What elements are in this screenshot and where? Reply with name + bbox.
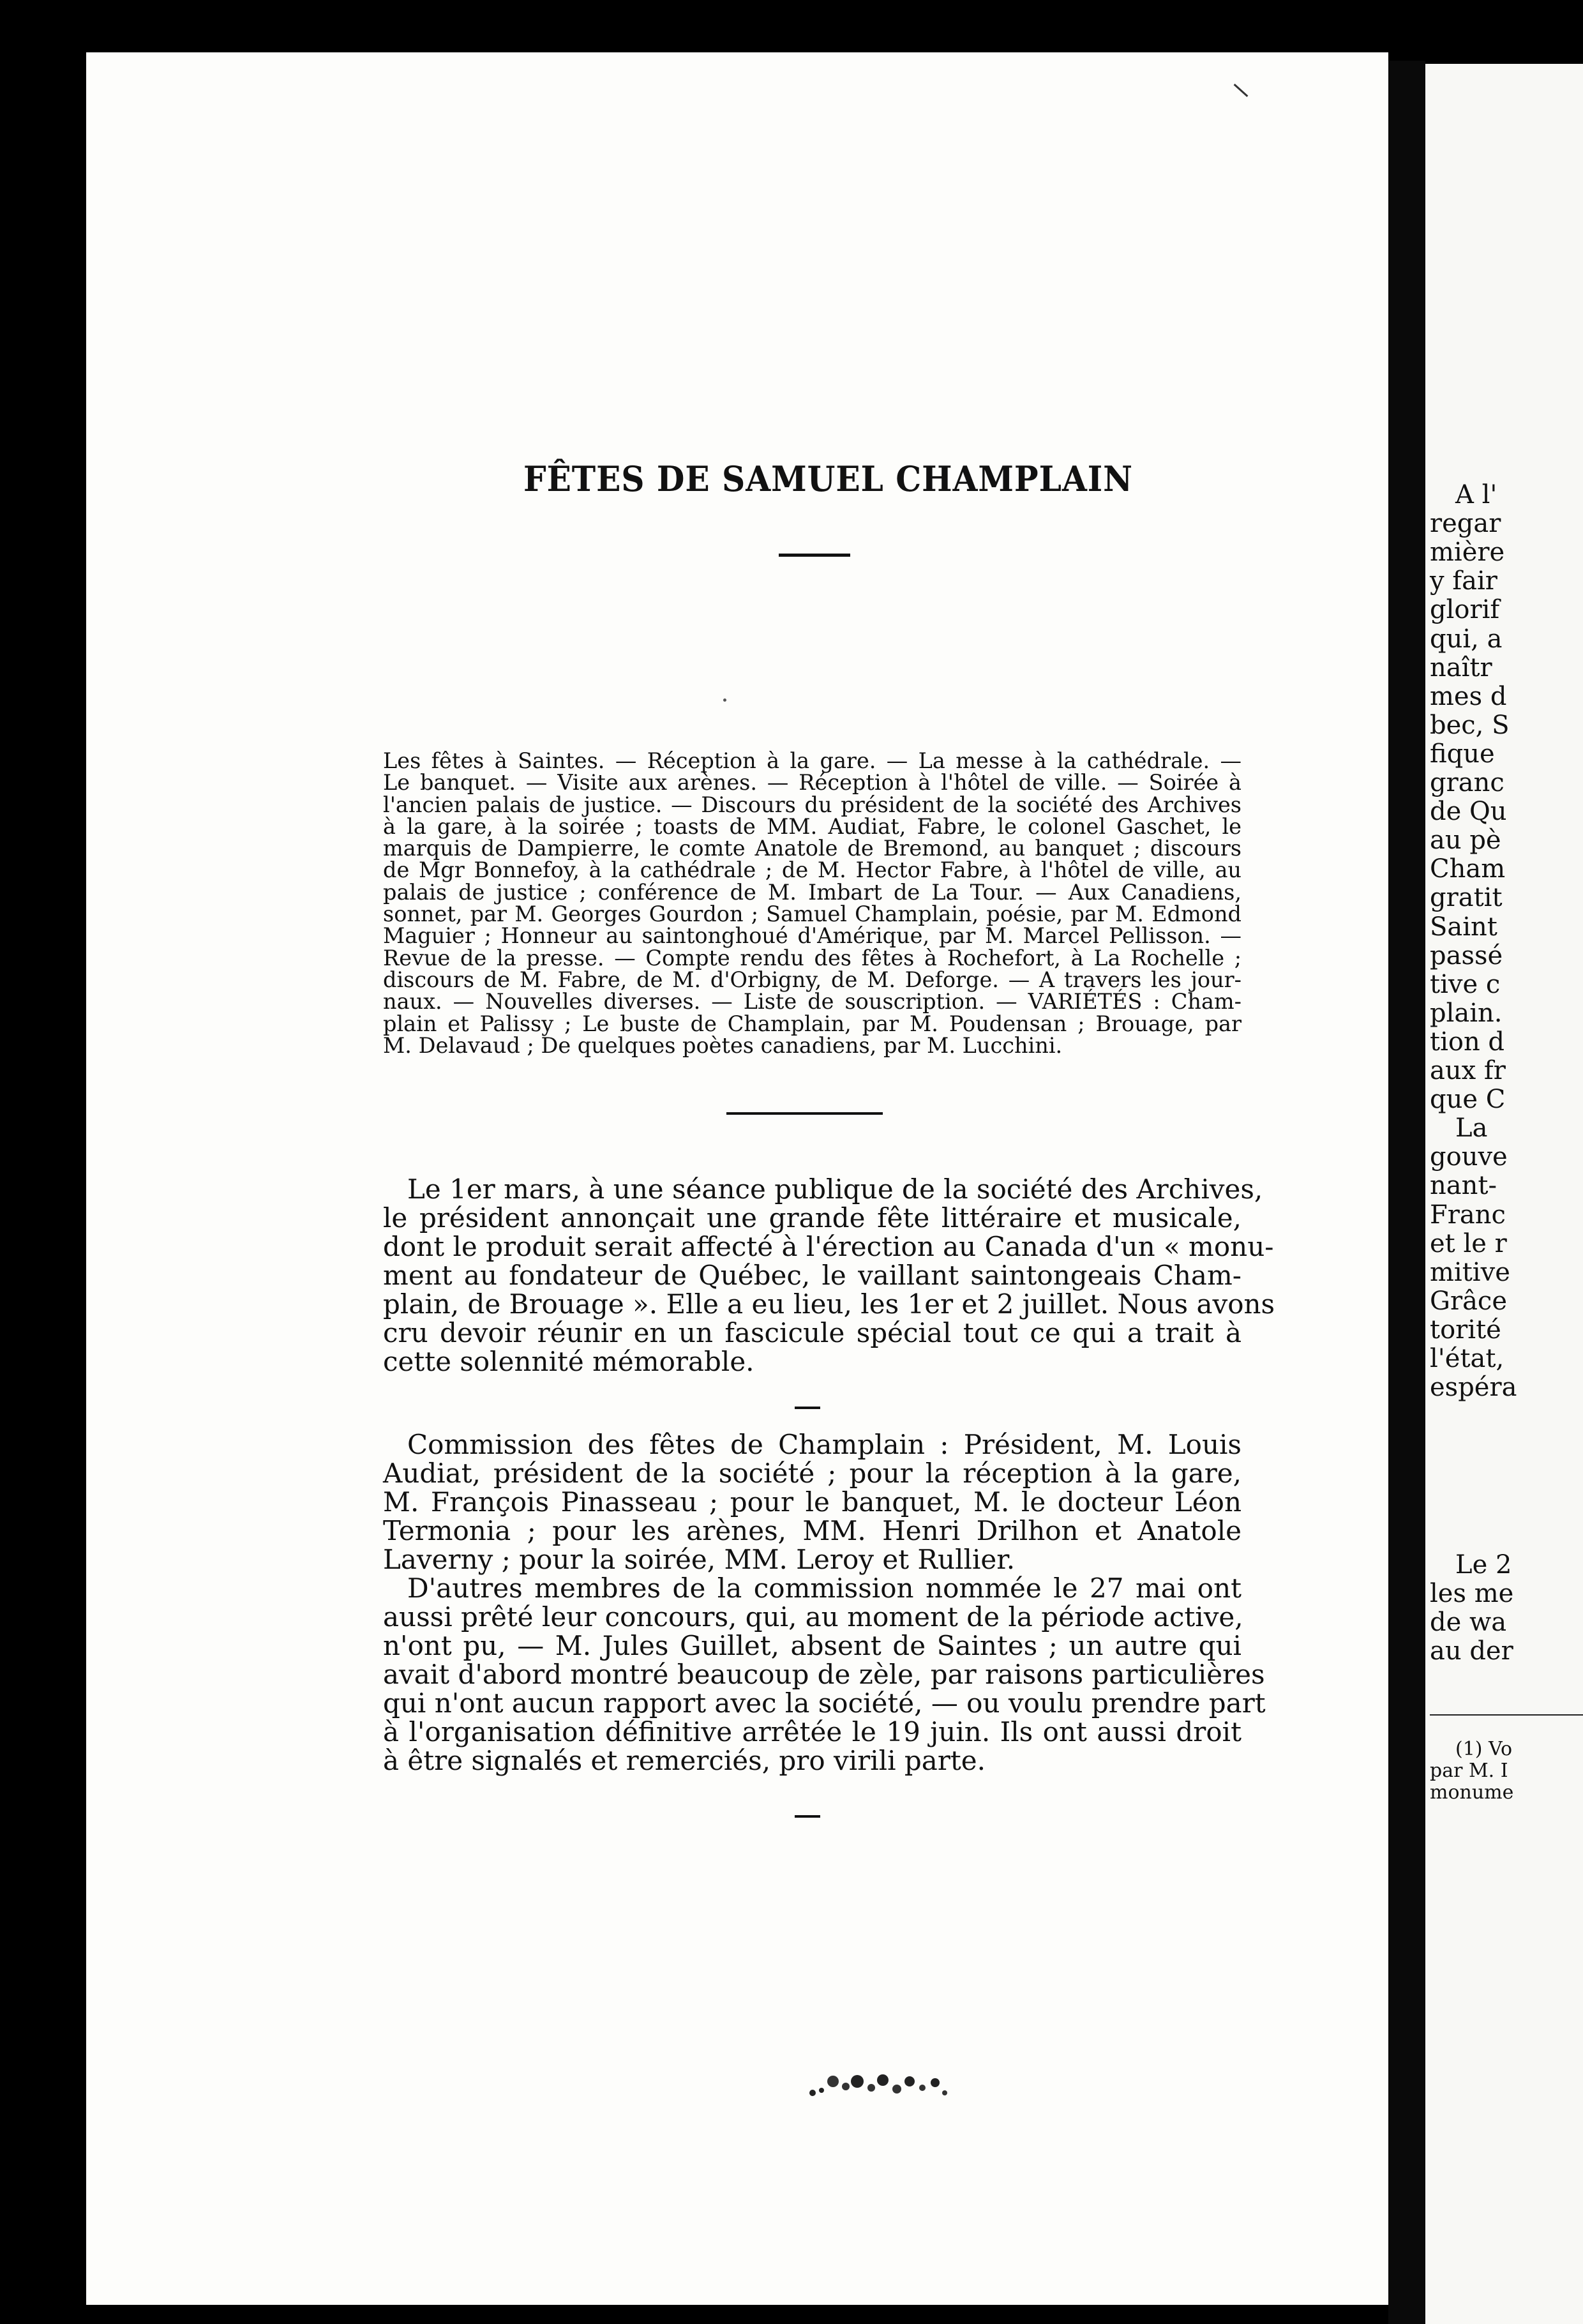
summary-line: palais de justice ; conférence de M. Imbart de La Tour. — Aux Canadiens, [383,879,1242,905]
summary-line: l'ancien palais de justice. — Discours du président de la société des Archives [383,792,1242,817]
right-page-line: aux fr [1430,1056,1506,1085]
tailpiece-ornament-icon [807,2062,973,2107]
summary-line: Les fêtes à Saintes. — Réception à la gare. — La messe à la cathédrale. — [383,748,1242,773]
paragraph-line: n'ont pu, — M. Jules Guillet, absent de Saintes ; un autre qui [383,1630,1242,1661]
right-page-line: Cham [1430,854,1506,884]
summary-line: plain et Palissy ; Le buste de Champlain, par M. Poudensan ; Brouage, par [383,1011,1242,1036]
right-page-line: bec, S [1430,710,1510,740]
right-page-line: La [1455,1113,1488,1143]
paragraph-line: Laverny ; pour la soirée, MM. Leroy et Rullier. [383,1544,1016,1575]
right-page-footnote: (1) Vo [1455,1738,1513,1760]
right-page-line: mière [1430,538,1505,568]
paragraph-line: D'autres membres de la commission nommée le 27 mai ont [407,1573,1242,1604]
right-page-line: l'état, [1430,1344,1504,1373]
right-page-footnote: monume [1430,1781,1514,1804]
right-page-line: Franc [1430,1200,1506,1230]
contents-summary [383,750,1242,1057]
right-page-line: et le r [1430,1228,1507,1258]
paragraph-commission [383,1429,1266,1776]
right-page-line: granc [1430,768,1504,797]
paragraph-line: M. François Pinasseau ; pour le banquet, M. le docteur Léon [383,1486,1242,1518]
right-page-line: les me [1430,1579,1514,1608]
right-page-line: Saint [1430,912,1497,942]
paragraph-line: Audiat, président de la société ; pour la réception à la gare, [383,1458,1242,1489]
right-page-line: plain. [1430,998,1503,1028]
right-page-line: mes d [1430,681,1507,711]
right-page-line: au der [1430,1636,1513,1666]
right-page-line: passé [1430,940,1503,970]
short-rule [795,1407,820,1409]
right-page-line: mitive [1430,1257,1510,1287]
paragraph-line: plain, de Brouage ». Elle a eu lieu, les 1er et 2 juillet. Nous avons [383,1288,1275,1320]
right-page-line: au pè [1430,826,1501,856]
summary-line: discours de M. Fabre, de M. d'Orbigny, de M. Deforge. — A travers les jour- [383,967,1242,992]
paragraph-line: Le 1er mars, à une séance publique de la société des Archives, [407,1173,1263,1205]
summary-line: Le banquet. — Visite aux arènes. — Réception à l'hôtel de ville. — Soirée à [383,770,1242,796]
paragraph-line: cru devoir réunir en un fascicule spécial tout ce qui a trait à [383,1317,1242,1348]
paragraph-line: Termonia ; pour les arènes, MM. Henri Drilhon et Anatole [383,1515,1242,1546]
scan-top-border [0,0,1583,52]
right-page-line: que C [1430,1085,1506,1115]
paragraph-intro [383,1173,1275,1377]
summary-line: naux. — Nouvelles diverses. — Liste de souscription. — VARIÉTÉS : Cham- [383,989,1242,1015]
paragraph-line: cette solennité mémorable. [383,1346,754,1377]
print-speck [723,698,726,702]
summary-line: sonnet, par M. Georges Gourdon ; Samuel Champlain, poésie, par M. Edmond [383,902,1242,927]
right-page-line: regar [1430,509,1501,539]
paragraph-line: aussi prêté leur concours, qui, au moment de la période active, [383,1601,1243,1633]
right-page-line: torité [1430,1315,1501,1345]
right-page-line: y fair [1430,566,1497,596]
right-page-line: nant- [1430,1171,1497,1201]
paragraph-line: avait d'abord montré beaucoup de zèle, par raisons particulières [383,1659,1265,1690]
summary-line: Maguier ; Honneur au saintonghoué d'Amérique, par M. Marcel Pellisson. — [383,923,1242,949]
paragraph-line: à être signalés et remerciés, pro virili parte. [383,1745,986,1776]
title-rule [779,554,850,557]
paragraph-line: Commission des fêtes de Champlain : Président, M. Louis [407,1429,1242,1460]
footnote-rule [1430,1714,1583,1716]
right-page-line: gratit [1430,883,1503,913]
paragraph-line: ment au fondateur de Québec, le vaillant saintongeais Cham- [383,1260,1242,1291]
right-page-line: espéra [1430,1373,1517,1403]
page-title: FÊTES DE SAMUEL CHAMPLAIN [523,458,1133,499]
right-page-footnote: par M. I [1430,1760,1508,1782]
right-page-line: Grâce [1430,1286,1507,1316]
summary-line: M. Delavaud ; De quelques poètes canadiens, par M. Lucchini. [383,1032,1063,1058]
paragraph-line: qui n'ont aucun rapport avec la société, — ou voulu prendre part [383,1687,1266,1719]
right-page-line: de Qu [1430,797,1507,827]
right-page-line: Le 2 [1455,1550,1512,1580]
summary-line: de Mgr Bonnefoy, à la cathédrale ; de M. Hector Fabre, à l'hôtel de ville, au [383,857,1242,883]
summary-line: Revue de la presse. — Compte rendu des fêtes à Rochefort, à La Rochelle ; [383,945,1242,970]
book-gutter [1388,61,1425,2324]
right-page-line: tive c [1430,969,1501,999]
paragraph-line: à l'organisation définitive arrêtée le 19 juin. Ils ont aussi droit [383,1716,1242,1747]
right-page-line: qui, a [1430,624,1503,654]
short-rule [795,1815,820,1818]
right-page-line: tion d [1430,1027,1505,1057]
summary-line: à la gare, à la soirée ; toasts de MM. Audiat, Fabre, le colonel Gaschet, le [383,813,1242,839]
right-page-line: gouve [1430,1142,1508,1172]
paragraph-line: dont le produit serait affecté à l'érection au Canada d'un « monu- [383,1231,1274,1262]
section-rule [726,1112,883,1115]
summary-line: marquis de Dampierre, le comte Anatole de Bremond, au banquet ; discours [383,836,1242,861]
right-page-line: glorif [1430,595,1500,625]
right-page-line: naîtr [1430,653,1492,683]
right-page-line: A l' [1455,480,1497,509]
right-page-line: de wa [1430,1608,1507,1637]
right-page-line: fique [1430,739,1495,769]
paragraph-line: le président annonçait une grande fête littéraire et musicale, [383,1202,1242,1234]
